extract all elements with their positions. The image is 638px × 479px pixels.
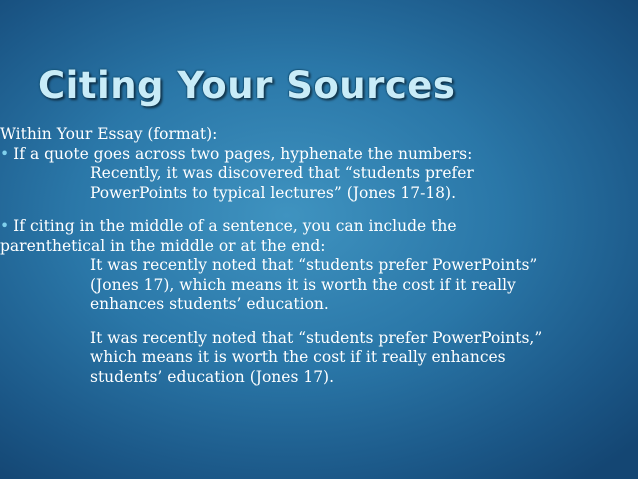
slide-body: [0, 125, 620, 387]
example-1-line-2: PowerPoints to typical lectures” (Jones 17-18).: [90, 183, 457, 202]
example-3-line-1: It was recently noted that “students prefer PowerPoints,”: [90, 328, 543, 347]
bullet-2-text-line-1: If citing in the middle of a sentence, you can include the: [13, 217, 457, 235]
bullet-item-2: [0, 217, 620, 237]
example-2-line-2: (Jones 17), which means it is worth the cost if it really: [90, 275, 516, 294]
example-3-line-3: students’ education (Jones 17).: [90, 367, 335, 386]
bullet-2-text-line-2: parenthetical in the middle or at the end:: [0, 236, 326, 255]
example-2-line-1: It was recently noted that “students prefer PowerPoints”: [90, 256, 538, 274]
example-2-line-3: enhances students’ education.: [90, 295, 329, 313]
bullet-icon: •: [0, 144, 10, 163]
spacer: [0, 315, 620, 329]
example-1-line-1: Recently, it was discovered that “students prefer: [90, 164, 474, 182]
spacer: [0, 203, 620, 217]
intro-line: Within Your Essay (format):: [0, 125, 218, 143]
bullet-1-text: If a quote goes across two pages, hyphenate the numbers:: [13, 144, 473, 163]
slide-title: Citing Your Sources: [38, 64, 456, 107]
bullet-item-1: [0, 145, 620, 165]
bullet-icon: •: [0, 217, 10, 235]
example-3-line-2: which means it is worth the cost if it really enhances: [90, 348, 506, 366]
